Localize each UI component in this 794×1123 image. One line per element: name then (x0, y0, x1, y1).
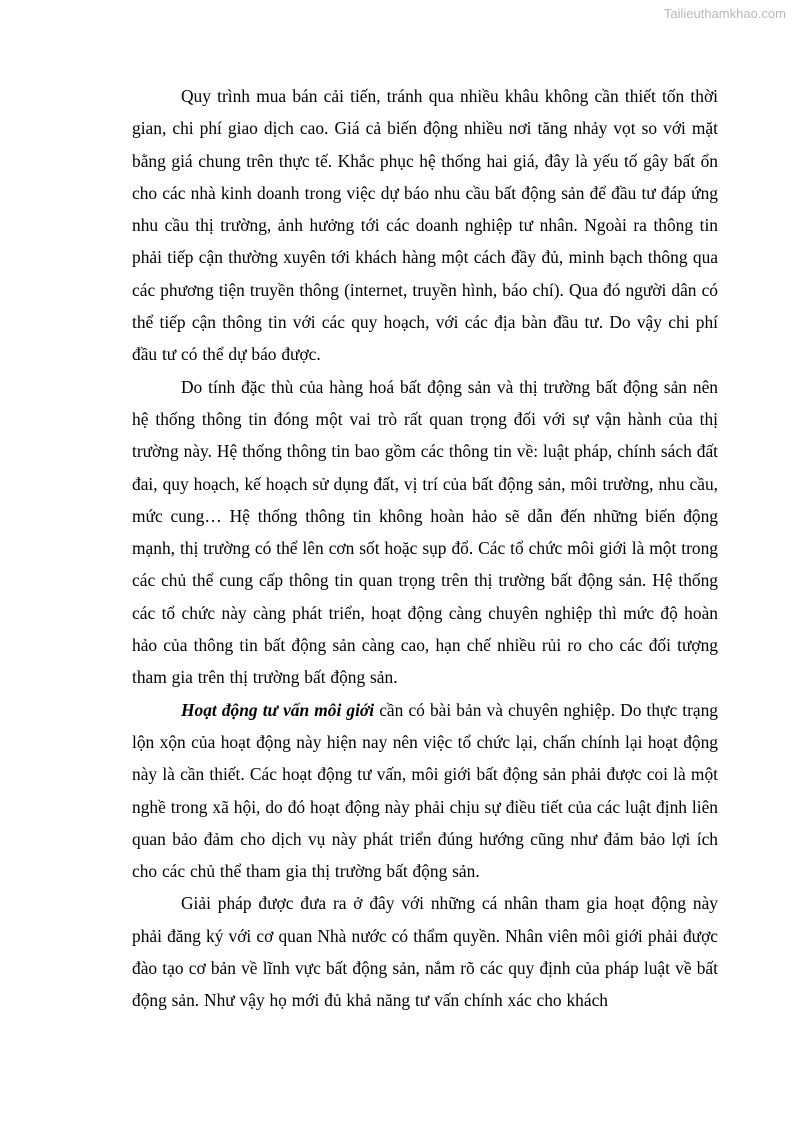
watermark: Tailieuthamkhao.com (663, 6, 786, 21)
paragraph-2: Do tính đặc thù của hàng hoá bất động sản và thị trường bất động sản nên hệ thống thông tin đóng một vai trò rất quan trọng đối với sự vận hành của thị trường này. Hệ thống thông tin bao gồm các thông tin về: luật pháp, chính sách đất đai, quy hoạch, kế hoạch sử dụng đất, vị trí của bất động sản, môi trường, nhu cầu, mức cung… Hệ thống thông tin không hoàn hảo sẽ dẫn đến những biến động mạnh, thị trường có thể lên cơn sốt hoặc sụp đổ. Các tổ chức môi giới là một trong các chủ thể cung cấp thông tin quan trọng trên thị trường bất động sản. Hệ thống các tổ chức này càng phát triển, hoạt động càng chuyên nghiệp thì mức độ hoàn hảo của thông tin bất động sản càng cao, hạn chế nhiều rủi ro cho các đối tượng tham gia trên thị trường bất động sản. (132, 376, 718, 688)
paragraph-3-lead: Hoạt động tư vấn môi giới (181, 699, 375, 720)
paragraph-4: Giải pháp được đưa ra ở đây với những cá nhân tham gia hoạt động này phải đăng ký với cơ quan Nhà nước có thẩm quyền. Nhân viên môi giới phải được đào tạo cơ bản về lĩnh vực bất động sản, nắm rõ các quy định của pháp luật về bất động sản. Như vậy họ mới đủ khả năng tư vấn chính xác cho khách (132, 893, 718, 1011)
paragraph-3-text: cần có bài bản và chuyên nghiệp. Do thực trạng lộn xộn của hoạt động này hiện nay nên việc tổ chức lại, chấn chính lại hoạt động này là cần thiết. Các hoạt động tư vấn, môi giới bất động sản phải được coi là một nghề trong xã hội, do đó hoạt động này phải chịu sự điều tiết của các luật định liên quan bảo đảm cho dịch vụ này phát triển đúng hướng cũng như đảm bảo lợi ích cho các chủ thể tham gia thị trường bất động sản. (132, 699, 719, 882)
paragraph-3 (132, 694, 718, 888)
paragraph-1: Quy trình mua bán cải tiến, tránh qua nhiều khâu không cần thiết tốn thời gian, chi phí giao dịch cao. Giá cả biến động nhiều nơi tăng nhảy vọt so với mặt bằng giá chung trên thực tế. Khắc phục hệ thống hai giá, đây là yếu tố gây bất ổn cho các nhà kinh doanh trong việc dự báo nhu cầu bất động sản để đầu tư đáp ứng nhu cầu thị trường, ảnh hưởng tới các doanh nghiệp tư nhân. Ngoài ra thông tin phải tiếp cận thường xuyên tới khách hàng một cách đầy đủ, minh bạch thông qua các phương tiện truyền thông (internet, truyền hình, báo chí). Qua đó người dân có thể tiếp cận thông tin với các quy hoạch, với các địa bàn đầu tư. Do vậy chi phí đầu tư có thể dự báo được. (132, 86, 718, 365)
document-body (132, 80, 718, 1017)
